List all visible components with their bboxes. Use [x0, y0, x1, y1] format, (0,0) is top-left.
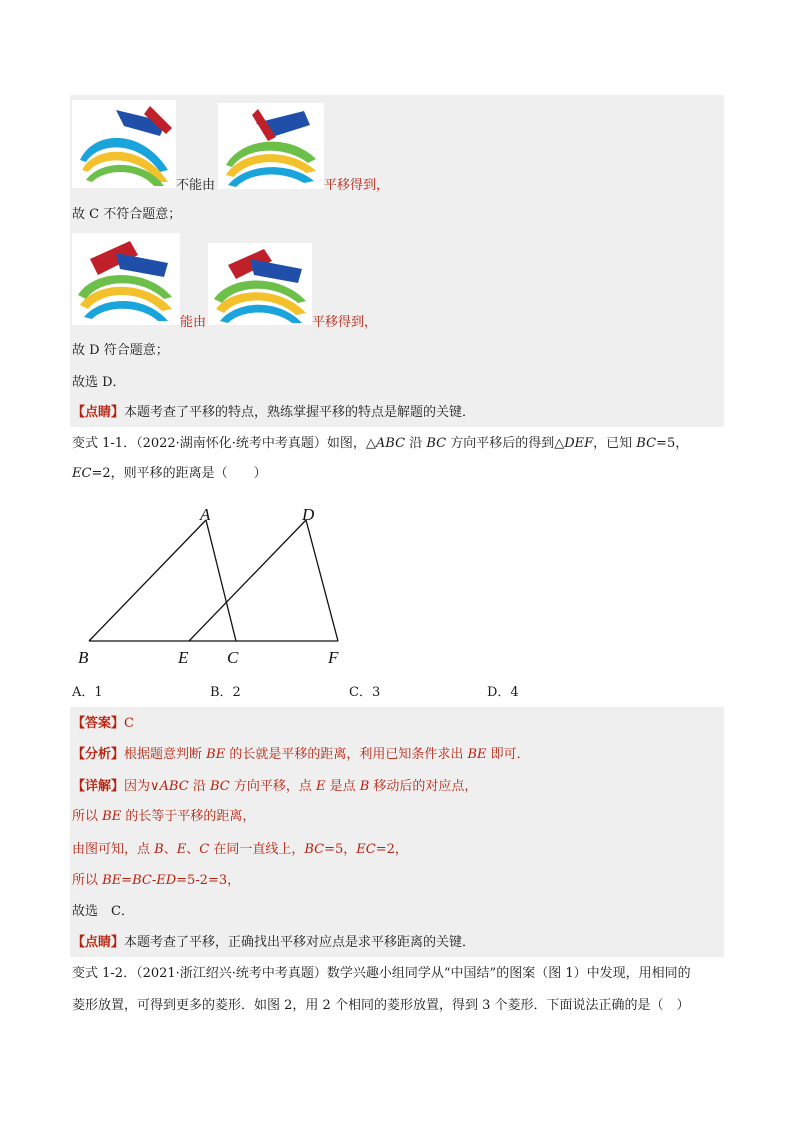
tip-2 [72, 933, 475, 953]
segment-ed [189, 520, 306, 641]
q11-stem-line1 [72, 434, 688, 454]
segment-df [306, 520, 338, 641]
detail1-bc: BC [209, 779, 230, 794]
logo-image-c2 [218, 103, 324, 189]
analysis-be: BE [206, 747, 226, 762]
q12-stem-line1: 变式 1-2．（2021·浙江绍兴·统考中考真题）数学兴趣小组同学从“中国结”的图案（图 1）中发现，用相同的 [72, 966, 691, 981]
detail-line2 [72, 807, 255, 827]
translate-text-2: 平移得到， [312, 315, 378, 330]
option-c: C．3 [349, 685, 381, 700]
q11-stem-mid3: ，已知 [593, 436, 637, 451]
analysis-line [72, 745, 530, 765]
detail3-c: C [199, 842, 210, 857]
detail1-bpt: B [359, 779, 370, 794]
logo-graphic-c1 [72, 100, 176, 188]
triangle-figure [70, 498, 370, 678]
detail3-bc5: =5， [324, 842, 357, 857]
analysis-b: 的长就是平移的距离，利用已知条件求出 [225, 747, 468, 762]
translate-text-1: 平移得到， [324, 178, 390, 193]
tip-tag-1: 【点睛】 [72, 405, 125, 420]
detail-line1 [72, 777, 477, 797]
q11-stem-prefix: 变式 1-1．（2022·湖南怀化·统考中考真题）如图， [72, 436, 366, 451]
detail2-b: 的长等于平移的距离， [121, 809, 256, 824]
segment-ab [89, 520, 206, 641]
label-b: B [78, 648, 89, 667]
segment-ac [206, 520, 236, 641]
label-c: C [227, 648, 239, 667]
q11-stem-mid2: 方向平移后的得到 [446, 436, 555, 451]
q11-bc-value: =5， [656, 436, 689, 451]
q11-stem-rest: =2，则平移的距离是（ ） [91, 466, 267, 481]
detail1-b: 沿 [188, 779, 210, 794]
detail3-e: E [176, 842, 187, 857]
detail1-tri: ∨ABC [150, 779, 189, 794]
logo-image-c1 [72, 100, 176, 188]
q11-bc-given: BC [636, 436, 657, 451]
detail2-be: BE [102, 809, 122, 824]
q11-stem-mid1: 沿 [405, 436, 427, 451]
analysis-a: 根据题意判断 [124, 747, 207, 762]
detail4-a: 所以 [72, 873, 103, 888]
detail1-c: 方向平移，点 [229, 779, 316, 794]
q11-bc: BC [426, 436, 447, 451]
detail3-sep2: 、 [186, 842, 200, 857]
detail3-ec: EC [356, 842, 376, 857]
option-d: D．4 [487, 685, 519, 700]
option-b: B．2 [210, 685, 241, 700]
label-f: F [328, 648, 339, 667]
q11-ec: EC [72, 466, 92, 481]
tip-text-1: 本题考查了平移的特点，熟练掌握平移的特点是解题的关键． [124, 405, 476, 420]
detail1-a: 因为 [124, 779, 151, 794]
detail3-d: 在同一直线上， [209, 842, 305, 857]
cannot-text: 不能由 [176, 178, 216, 193]
analysis-tag: 【分析】 [72, 747, 125, 762]
detail-line5: 故选 C． [72, 904, 134, 919]
detail1-d: 是点 [325, 779, 360, 794]
answer-line [72, 714, 134, 734]
logo-image-d1 [72, 233, 180, 325]
answer-value: C [124, 716, 134, 731]
analysis-be2: BE [467, 747, 487, 762]
tip-tag-2: 【点睛】 [72, 935, 125, 950]
q11-tri-def: △DEF [554, 436, 594, 451]
detail1-e: E [315, 779, 326, 794]
label-a: A [200, 505, 211, 524]
d-conclusion: 故 D 符合题意； [72, 343, 169, 358]
logo-graphic-c2 [218, 103, 324, 189]
detail3-ec2: =2， [375, 842, 408, 857]
logo-image-d2 [208, 243, 312, 325]
label-d: D [302, 505, 315, 524]
detail4-b: =5-2=3， [176, 873, 241, 888]
detail3-bc: BC [304, 842, 325, 857]
detail3-sep1: 、 [163, 842, 177, 857]
analysis-c: 即可． [486, 747, 530, 762]
logo-graphic-d2 [208, 243, 312, 325]
c-conclusion: 故 C 不符合题意； [72, 207, 182, 222]
detail4-expr: BE=BC-ED [102, 873, 177, 888]
detail2-a: 所以 [72, 809, 103, 824]
q11-tri-abc: △ABC [365, 436, 406, 451]
option-a: A．1 [72, 685, 103, 700]
q11-stem-line2 [72, 464, 267, 484]
detail1-f: 移动后的对应点， [369, 779, 478, 794]
can-text: 能由 [180, 315, 207, 330]
q12-stem-line2: 菱形放置，可得到更多的菱形．如图 2，用 2 个相同的菱形放置，得到 3 个菱形．下面说法正确的是（ ） [72, 998, 690, 1013]
logo-graphic-d1 [72, 233, 180, 325]
choose-d: 故选 D． [72, 375, 126, 390]
detail-line4 [72, 871, 240, 891]
tip-text-2: 本题考查了平移，正确找出平移对应点是求平移距离的关键． [124, 935, 476, 950]
detail3-b: B [154, 842, 164, 857]
tip-1 [72, 403, 475, 423]
answer-tag: 【答案】 [72, 716, 125, 731]
label-e: E [178, 648, 189, 667]
detail-tag: 【详解】 [72, 779, 125, 794]
detail-line3 [72, 840, 408, 860]
detail3-a: 由图可知，点 [72, 842, 155, 857]
